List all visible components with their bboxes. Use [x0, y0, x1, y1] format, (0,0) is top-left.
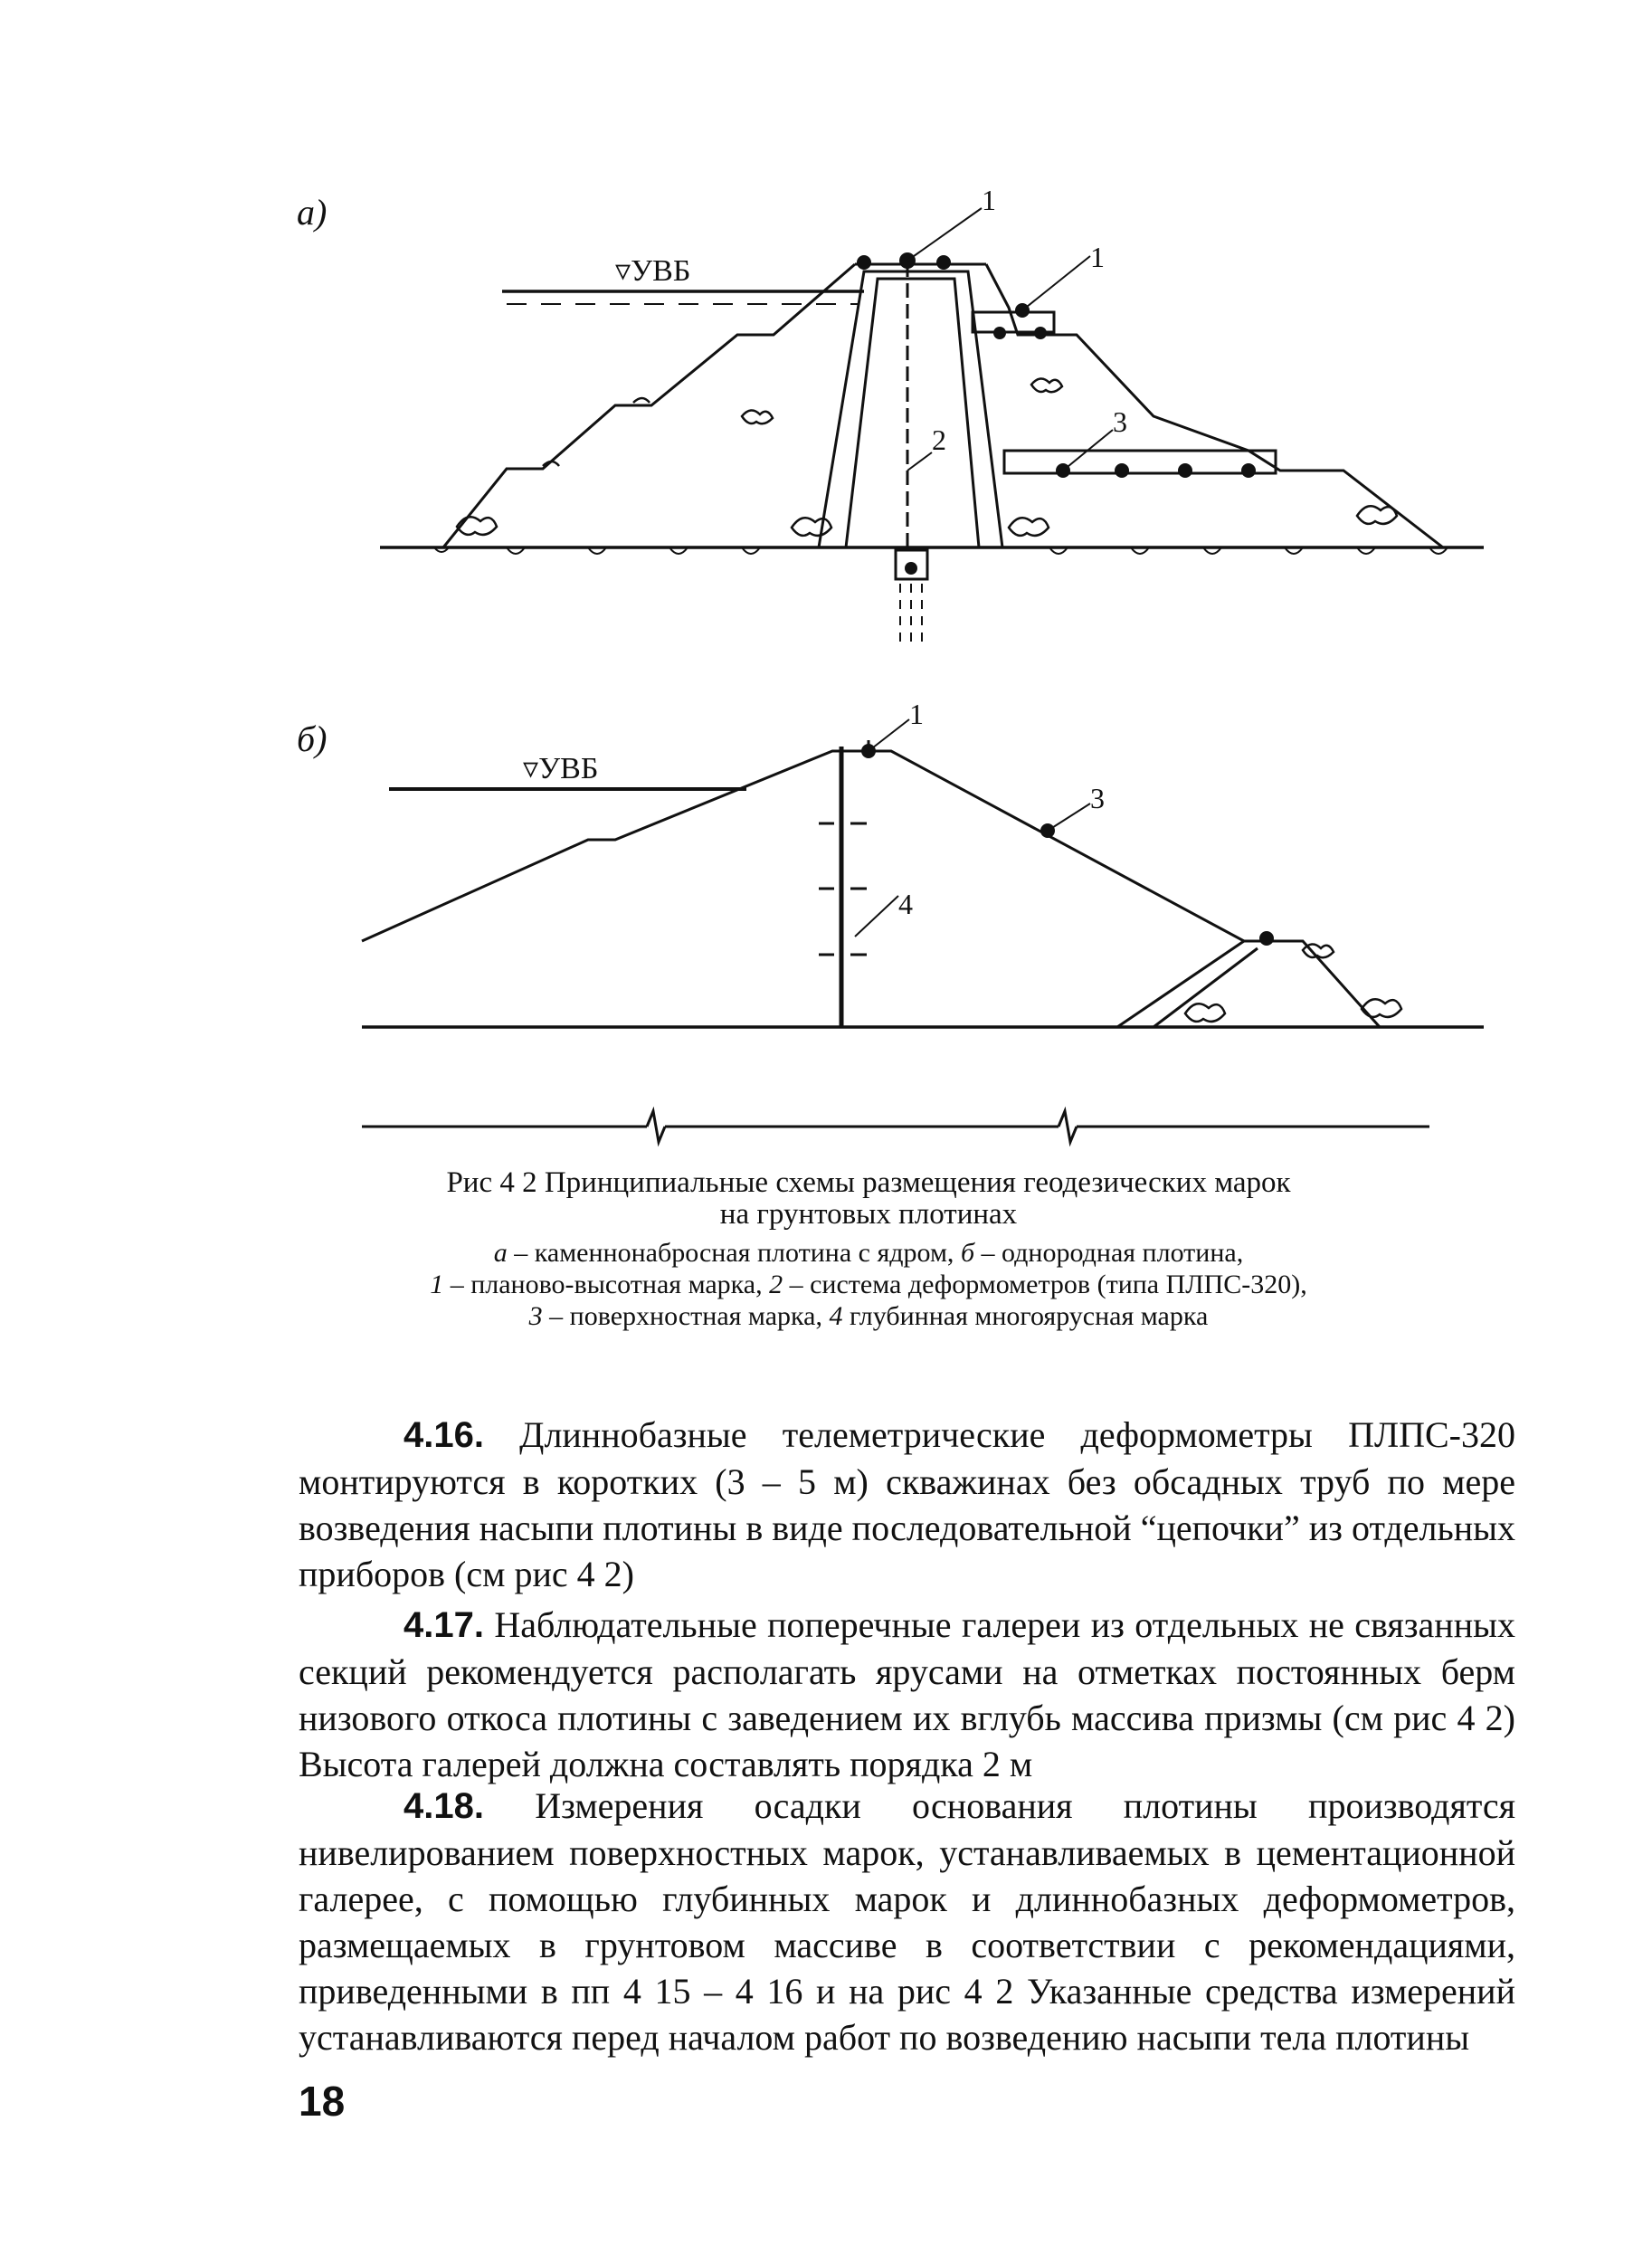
panel-a-label: а)	[297, 192, 328, 233]
legend-3-key: 3	[528, 1301, 543, 1331]
caption-title-line1: Рис 4 2 Принципиальные схемы размещения геодезических марок	[446, 1166, 1291, 1199]
legend-1-key: 1	[430, 1270, 444, 1299]
legend-a-key: а	[493, 1238, 508, 1268]
break-line	[362, 1111, 1429, 1142]
paragraph-4-18-text: Измерения осадки основания плотины производятся нивелированием поверхностных марок, устанавливаемых в цементационной галерее, с помощью глубинных марок и длиннобазных деформометров, размещаемых в грунтовом массиве в соответствии с рекомендациями, приведенными в пп 4 15 – 4 16 и на рис 4 2 Указанные средства измерений устанавливаются перед началом работ по возведению насыпи тела плотины	[299, 1785, 1515, 2058]
paragraph-4-18-number: 4.18.	[404, 1786, 484, 1826]
caption-title-line2: на грунтовых плотинах	[719, 1198, 1018, 1231]
callout-b-3: 3	[1090, 782, 1105, 814]
figure-caption-legend	[271, 1237, 1466, 1332]
callout-a-1-right: 1	[1090, 241, 1105, 273]
water-level-b: ▿УВБ	[523, 752, 599, 785]
legend-b-text: – однородная плотина,	[974, 1238, 1244, 1268]
paragraph-4-18	[299, 1783, 1515, 2060]
page-number: 18	[299, 2078, 346, 2125]
legend-2-key: 2	[769, 1270, 783, 1299]
legend-b-key: б	[960, 1238, 975, 1268]
paragraph-4-17-number: 4.17.	[404, 1605, 484, 1645]
paragraph-4-17-text: Наблюдательные поперечные галереи из отдельных не связанных секций рекомендуется располагать ярусами на отметках постоянных берм низового откоса плотины с заведением их вглубь массива призмы (см рис 4 2) Высота галерей должна составлять порядка 2 м	[299, 1604, 1515, 1784]
panel-b-label: б)	[297, 718, 328, 759]
legend-4-text: глубинная многоярусная марка	[842, 1301, 1209, 1331]
callout-a-3: 3	[1113, 405, 1127, 438]
legend-4-key: 4	[829, 1301, 843, 1331]
water-level-a: ▿УВБ	[615, 254, 691, 288]
paragraph-4-16-text: Длиннобазные телеметрические деформометры ПЛПС-320 монтируются в коротких (3 – 5 м) скважинах без обсадных труб по мере возведения насыпи плотины в виде последовательной “цепочки” из отдельных приборов (см рис 4 2)	[299, 1414, 1515, 1594]
paragraph-4-16-number: 4.16.	[404, 1415, 484, 1455]
caption-legend-line1	[271, 1237, 1466, 1269]
paragraph-4-17	[299, 1602, 1515, 1787]
legend-1-text: – планово-высотная марка,	[443, 1270, 770, 1299]
caption-legend-line3	[271, 1300, 1466, 1332]
callout-b-1: 1	[909, 698, 924, 730]
paragraph-4-16	[299, 1412, 1515, 1597]
figure-caption-title	[271, 1167, 1466, 1231]
callout-b-4: 4	[898, 888, 913, 920]
callout-a-2: 2	[932, 423, 946, 456]
legend-a-text: – каменнонабросная плотина с ядром,	[507, 1238, 961, 1268]
legend-2-text: – система деформометров (типа ПЛПС-320),	[783, 1270, 1307, 1299]
caption-legend-line2	[271, 1269, 1466, 1300]
callout-a-1-top: 1	[982, 184, 996, 216]
legend-3-text: – поверхностная марка,	[542, 1301, 830, 1331]
